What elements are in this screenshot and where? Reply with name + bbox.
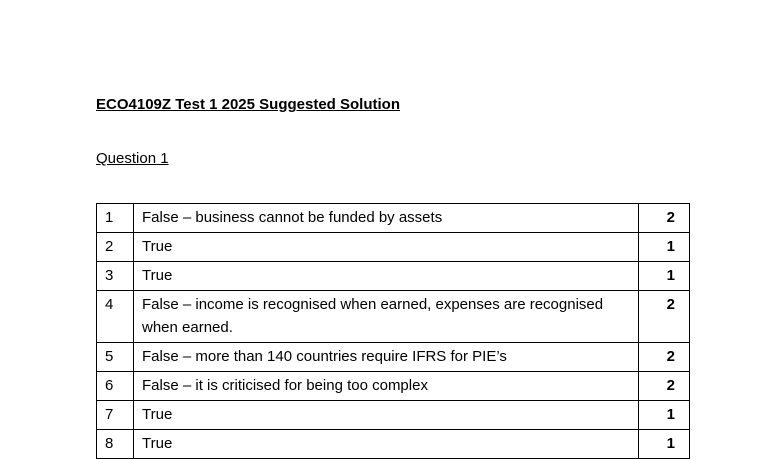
question-number: 7: [97, 401, 134, 430]
answer-text: False – income is recognised when earned, expenses are recognised when earned.: [134, 291, 639, 343]
answers-table: [96, 203, 690, 459]
answer-text: True: [134, 401, 639, 430]
marks-value: 2: [639, 291, 690, 343]
question-number: 8: [97, 430, 134, 459]
answer-text: True: [134, 233, 639, 262]
question-number: 2: [97, 233, 134, 262]
answer-text: False – business cannot be funded by assets: [134, 204, 639, 233]
question-number: 6: [97, 372, 134, 401]
marks-value: 1: [639, 262, 690, 291]
question-number: 5: [97, 343, 134, 372]
marks-value: 1: [639, 401, 690, 430]
marks-value: 1: [639, 430, 690, 459]
question-heading: Question 1: [96, 150, 169, 167]
table-row: [97, 233, 690, 262]
table-row: [97, 372, 690, 401]
marks-value: 2: [639, 343, 690, 372]
marks-value: 2: [639, 204, 690, 233]
table-row: [97, 343, 690, 372]
table-row: [97, 430, 690, 459]
document-title: ECO4109Z Test 1 2025 Suggested Solution: [96, 96, 400, 113]
answer-text: False – it is criticised for being too complex: [134, 372, 639, 401]
answer-text: True: [134, 262, 639, 291]
question-number: 4: [97, 291, 134, 343]
table-row: [97, 204, 690, 233]
marks-value: 2: [639, 372, 690, 401]
question-number: 3: [97, 262, 134, 291]
table-row: [97, 401, 690, 430]
table-row: [97, 262, 690, 291]
answer-text: False – more than 140 countries require IFRS for PIE’s: [134, 343, 639, 372]
table-row: [97, 291, 690, 343]
question-number: 1: [97, 204, 134, 233]
answer-text: True: [134, 430, 639, 459]
marks-value: 1: [639, 233, 690, 262]
